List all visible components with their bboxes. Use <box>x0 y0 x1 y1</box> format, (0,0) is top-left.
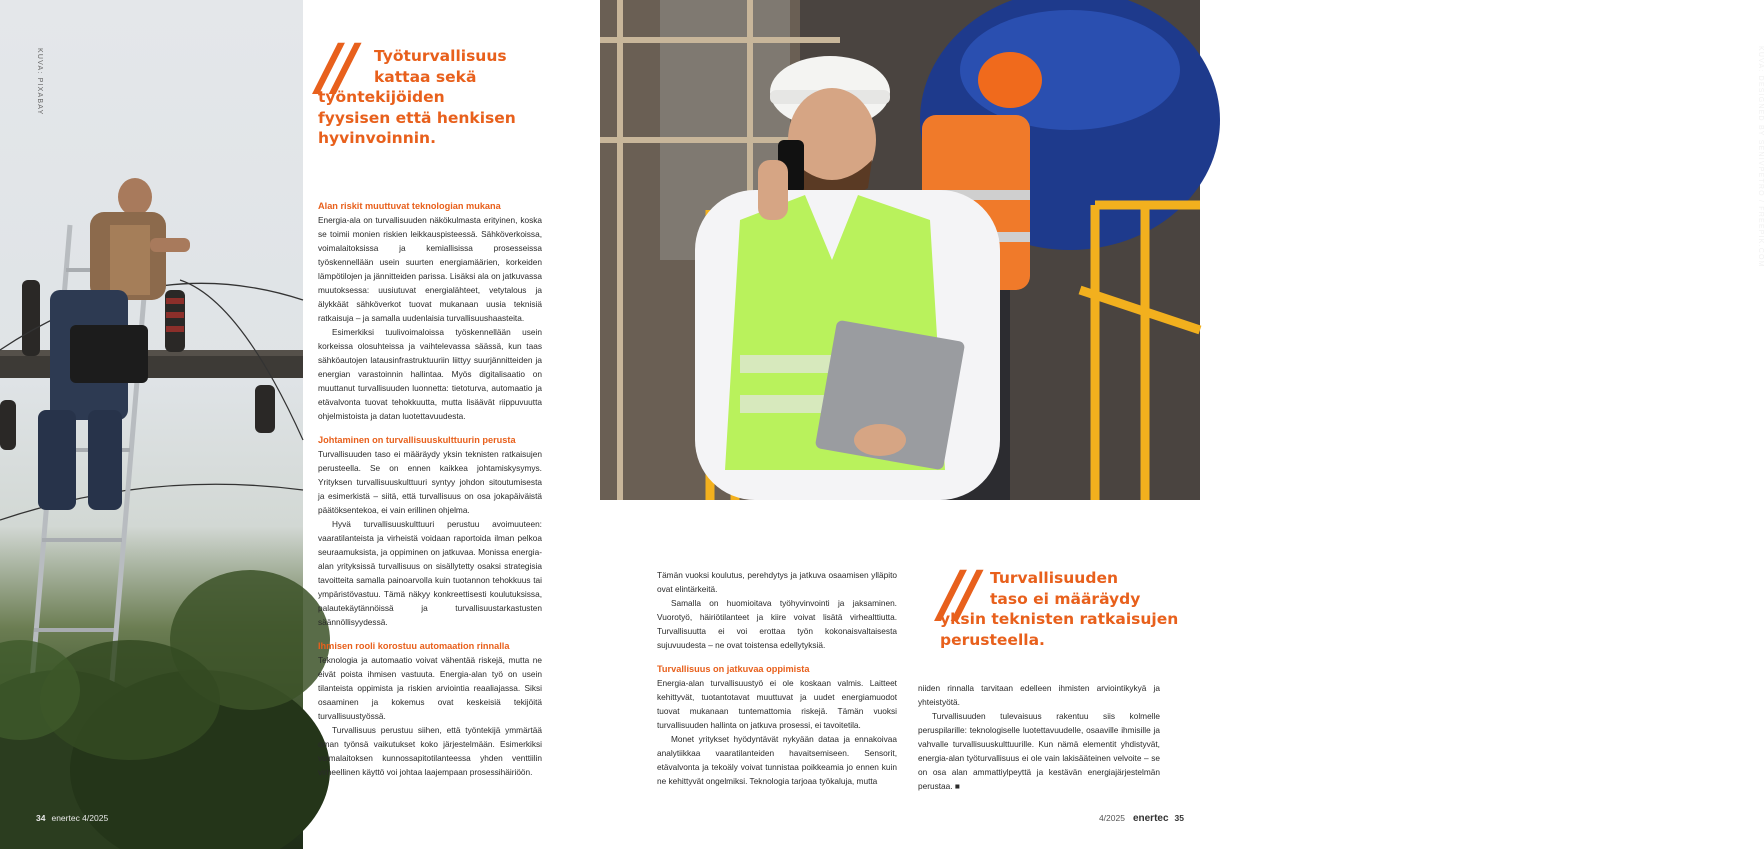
paragraph: niiden rinnalla tarvitaan edelleen ihmisten arviointikykyä ja yhteistyötä. <box>918 683 1160 707</box>
paragraph: Hyvä turvallisuuskulttuuri perustuu avoimuuteen: vaaratilanteista ja virheistä voidaan raportoida ilman pelkoa seuraamuksista, ja oppiminen on jatkuvaa. Monissa energia-alan yrityksissä turvallisuus on sisällytetty osaksi strategisia tavoitteita samalla painoarvolla kuin tuotannon tehokkuus tai ympäristövastuu. Tämä näkyy konkreettisesti koulutuksissa, palautekäytännöissä ja turvallisuustarkastusten säännöllisyydessä. <box>318 519 542 627</box>
photo-credit-right: KUVA: DESIGNED BY SENIVPETRO / FREEPIK.COM <box>1757 46 1764 268</box>
article-column-2 <box>657 568 897 788</box>
photo-lineman-on-ladder <box>0 0 303 849</box>
issue-label-right: 4/2025 <box>1098 813 1125 823</box>
paragraph: Monet yritykset hyödyntävät nykyään dataa ja ennakoivaa analytiikkaa vaaratilanteiden havaitsemiseen. Sensorit, etävalvonta ja tekoäly voivat tunnistaa poikkeamia jo ennen kuin ne kehittyvät ongelmiksi. Teknologia tarjoaa työkaluja, mutta <box>657 734 897 786</box>
pull-quote-2 <box>940 568 1180 650</box>
lineman-illustration <box>0 0 303 849</box>
section-heading: Johtaminen on turvallisuuskulttuurin perusta <box>318 435 516 445</box>
engineer-illustration <box>600 0 1200 500</box>
paragraph: Teknologia ja automaatio voivat vähentää riskejä, mutta ne eivät poista ihmisen vastuuta. Energia-alan työ on usein tilanteista oppimista ja riskien arviointia reaaliajassa. Siksi osaaminen ja kokemus ovat keskeisiä tekijöitä turvallisuustyössä. <box>318 655 542 721</box>
paragraph: Turvallisuus perustuu siihen, että työntekijä ymmärtää oman työnsä vaikutukset koko järjestelmään. Esimerkiksi voimalaitoksen kunnossapitotilanteessa yhden venttiilin virheellinen käyttö voi johtaa laajempaan prosessihäiriöön. <box>318 725 542 777</box>
paragraph: Turvallisuuden taso ei määräydy yksin teknisten ratkaisujen perusteella. Se on ennen kaikkea johtamiskysymys. Yrityksen turvallisuuskulttuuri syntyy johdon sitoutumisesta ja esimerkistä – siitä, että turvallisuus on osa jokapäiväistä päätöksentekoa, ei vain erillinen ohjelma. <box>318 449 542 515</box>
footer-right <box>1099 813 1184 824</box>
pull-quote-1-line: fyysisen että henkisen <box>318 108 516 127</box>
paragraph: Tämän vuoksi koulutus, perehdytys ja jatkuva osaamisen ylläpito ovat elintärkeitä. <box>657 570 897 594</box>
photo-engineer-with-phone <box>600 0 1764 500</box>
paragraph: Turvallisuuden tulevaisuus rakentuu siis kolmelle peruspilarille: teknologiselle luotettavuudelle, osaaville ihmisille ja vahvalle turvallisuuskulttuurille. Kun nämä elementit yhdistyvät, energia-alan työturvallisuus ei ole vain lakisääteinen velvoite – se on osa alan ammattiylpeyttä ja kestävän energiajärjestelmän perustaa. ■ <box>918 711 1160 791</box>
pull-quote-2-line: perusteella. <box>940 630 1045 649</box>
section-heading: Alan riskit muuttuvat teknologian mukana <box>318 201 501 211</box>
article-column-3 <box>918 681 1160 793</box>
paragraph: Energia-alan turvallisuustyö ei ole koskaan valmis. Laitteet kehittyvät, tuotantotavat muuttuvat ja uudet energiamuodot tuovat mukanaan tuntemattomia riskejä. Tämän vuoksi turvallisuuden hallinta on jatkuva prosessi, ei tavoitetila. <box>657 678 897 730</box>
magazine-brand: enertec <box>1132 813 1169 824</box>
page-number-right: 35 <box>1174 813 1184 823</box>
issue-label-left: enertec 4/2025 <box>51 813 109 823</box>
footer-left <box>36 813 108 823</box>
pull-quote-1-line: työntekijöiden <box>318 88 445 106</box>
article-column-1 <box>318 199 542 779</box>
paragraph: Samalla on huomioitava työhyvinvointi ja jaksaminen. Vuorotyö, häiriötilanteet ja kiire voivat lisätä virhealttiutta. Turvallisuutta ei voi erottaa työn kokonaisvaltaisesta sujuvuudesta – ne ovat toistensa edellytyksiä. <box>657 598 897 650</box>
pull-quote-1 <box>318 46 558 149</box>
section-heading: Turvallisuus on jatkuvaa oppimista <box>657 664 810 674</box>
pull-quote-2-line: taso ei määräydy <box>990 589 1141 608</box>
photo-credit-left: KUVA: PIXABAY <box>36 48 43 116</box>
paragraph: Energia-ala on turvallisuuden näkökulmasta erityinen, koska se toimii monien riskien leikkauspisteessä. Sähköverkoissa, voimalaitoksissa ja kemiallisissa prosesseissa työskennellään usein suurten energiamäärien, korkeiden lämpötilojen ja jännitteiden parissa. Lisäksi ala on jatkuvassa muutoksessa: uusiutuvat energialähteet, vetytalous ja älykkäät sähköverkot tuovat mukanaan uusia teknisiä ratkaisuja – ja samalla uudenlaisia turvallisuushaasteita. <box>318 215 542 323</box>
pull-quote-1-line: Työturvallisuus <box>374 47 507 65</box>
pull-quote-2-line: yksin teknisten ratkaisujen <box>940 610 1179 628</box>
pull-quote-2-line: Turvallisuuden <box>990 569 1118 587</box>
page-number-left: 34 <box>36 813 46 823</box>
pull-quote-1-line: kattaa sekä <box>374 67 477 86</box>
pull-quote-1-line: hyvinvoinnin. <box>318 129 436 147</box>
quote-mark-icon: // <box>940 557 974 630</box>
quote-mark-icon: // <box>318 30 352 103</box>
paragraph: Esimerkiksi tuulivoimaloissa työskennellään usein korkeissa olosuhteissa ja vaihtelevassa säässä, kun taas sähköautojen latausinfrastruktuuriin liittyy suurjännitteiden ja energian varastoinnin hallintaa. Myös digitalisaatio on muuttanut turvallisuuden luonnetta: tietoturva, automaatio ja etävalvonta tuovat tehokkuutta, mutta lisäävät riippuvuutta ohjelmistoista ja datan luotettavuudesta. <box>318 327 542 421</box>
section-heading: Ihmisen rooli korostuu automaation rinnalla <box>318 641 510 651</box>
